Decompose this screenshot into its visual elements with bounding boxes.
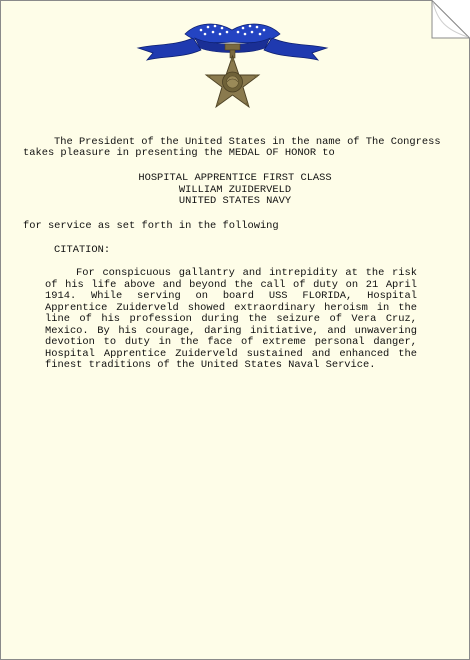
- intro-line-1: The President of the United States in the name of The Congress: [54, 136, 441, 148]
- recipient-rank: HOSPITAL APPRENTICE FIRST CLASS: [138, 172, 332, 184]
- folded-corner-icon: [432, 1, 470, 39]
- service-line: for service as set forth in the following: [23, 220, 279, 232]
- intro-line-2: takes pleasure in presenting the MEDAL OF HONOR to: [23, 147, 335, 160]
- medal-of-honor-icon: [135, 20, 330, 128]
- recipient-block: [23, 173, 447, 208]
- presentation-intro: [23, 137, 441, 160]
- recipient-service-branch: UNITED STATES NAVY: [178, 195, 292, 208]
- citation-label: CITATION:: [54, 244, 111, 256]
- citation-body: For conspicuous gallantry and intrepidity at the risk of his life above and beyond the call of duty on 21 April 1914. While serving on board USS FLORIDA, Hospital Apprentice Zuiderveld showed extraordinary heroism in the line of his profession during the seizure of Vera Cruz, Mexico. By his courage, daring initiative, and unwavering devotion to duty in the face of extreme personal danger, Hospital Apprentice Zuiderveld sustained and enhanced the finest traditions of the United States Naval Service.: [45, 267, 417, 372]
- recipient-name: WILLIAM ZUIDERVELD: [178, 183, 292, 196]
